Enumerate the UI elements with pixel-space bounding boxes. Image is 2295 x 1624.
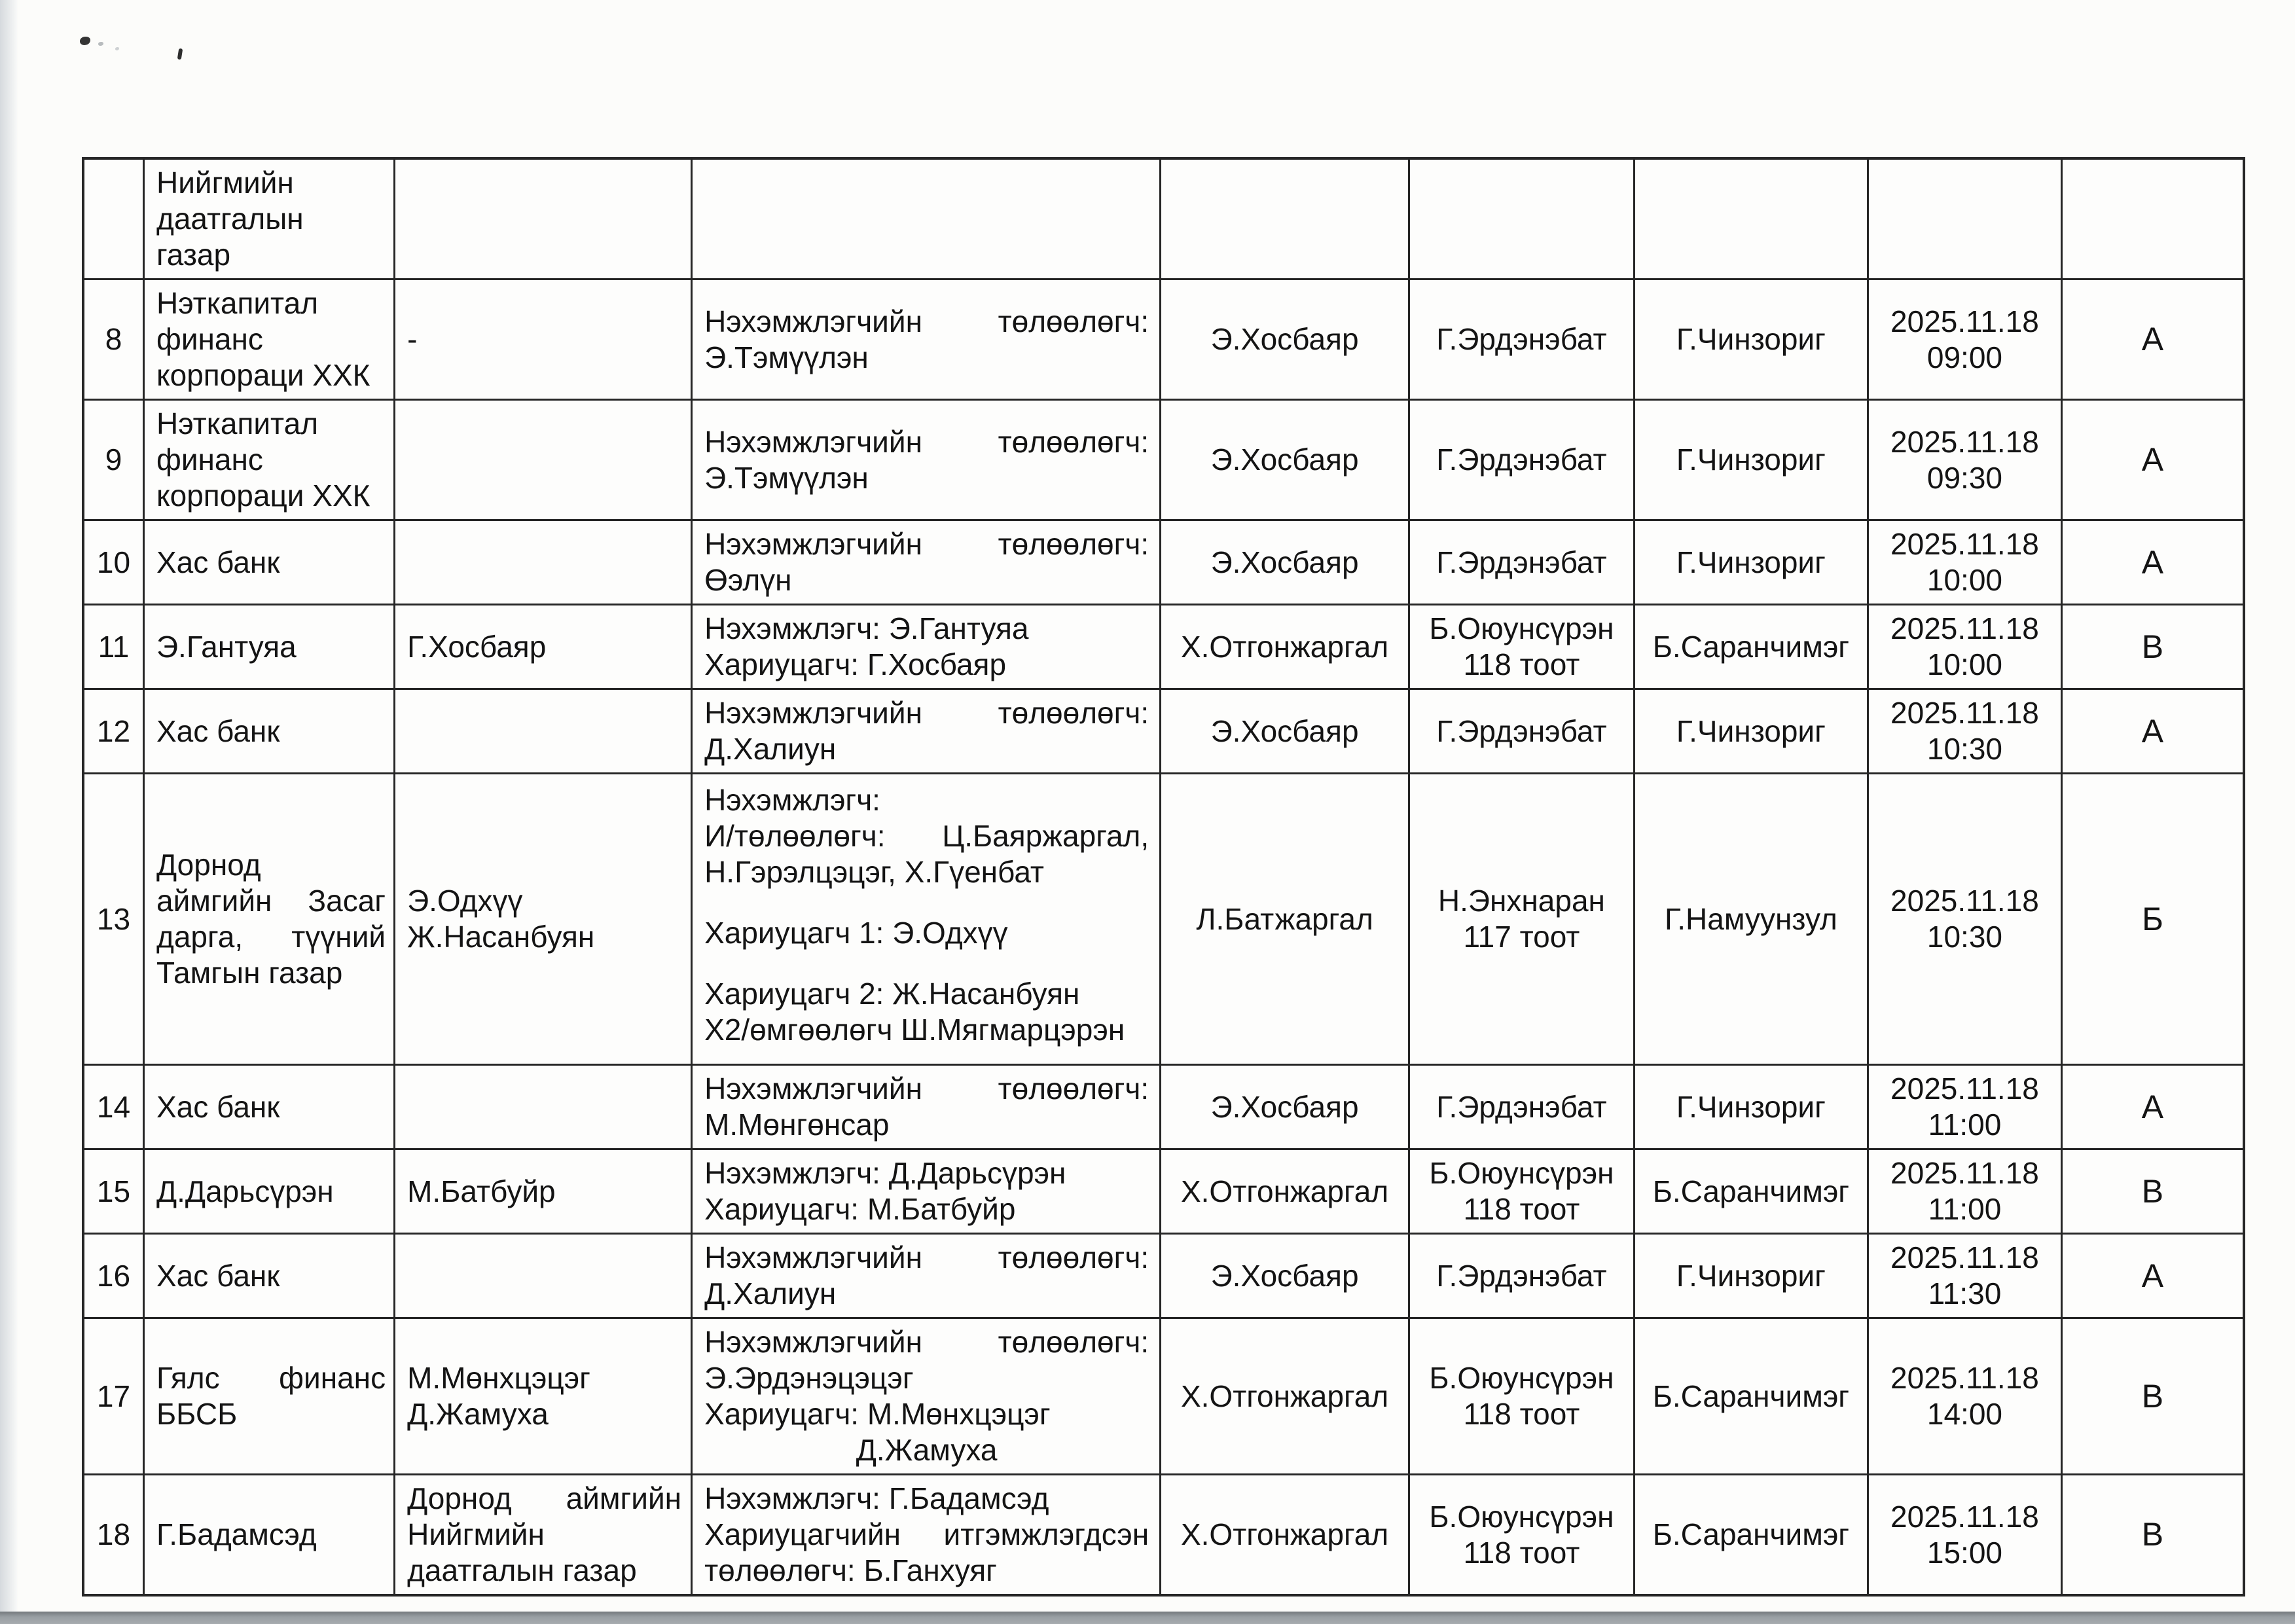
pen-mark: [177, 48, 183, 60]
cell-line: Э.Хосбаяр: [1210, 442, 1359, 477]
table-cell: [1869, 1475, 2063, 1594]
cell-line: түүний: [291, 920, 386, 954]
cell-line: Нэхэмжлэгчийн: [704, 696, 922, 730]
table-cell: [1869, 1066, 2063, 1150]
cell-line: 13: [96, 901, 131, 936]
table-cell: [1869, 605, 2063, 690]
table-cell: [1635, 605, 1869, 690]
table-cell: [1869, 1235, 2063, 1319]
cell-line: Г.Эрдэнэбат: [1436, 322, 1607, 356]
scanner-band: [0, 1612, 2295, 1624]
cell-line: Э.Тэмүүлэн: [704, 460, 869, 495]
cell-line: 2025.11.18: [1890, 611, 2039, 645]
table-cell: [395, 1150, 693, 1235]
table-cell: [1161, 774, 1410, 1066]
table-cell: [1410, 1319, 1635, 1475]
cell-line: Дорнод: [407, 1481, 512, 1515]
cell-line: 11:00: [1928, 1108, 2002, 1142]
cell-line: төлөөлөгч:: [998, 1240, 1149, 1274]
cell-line: Х.Отгонжаргал: [1180, 629, 1389, 664]
cell-line: -: [407, 322, 418, 356]
cell-line: Б: [2142, 900, 2163, 937]
table-cell: [145, 401, 395, 521]
cell-line: Г.Эрдэнэбат: [1436, 442, 1607, 477]
cell-line: Х.Отгонжаргал: [1180, 1379, 1389, 1413]
cell-line: В: [2141, 1172, 2164, 1210]
table-cell: [395, 1235, 693, 1319]
cell-line: Э.Хосбаяр: [1210, 545, 1359, 579]
table-cell: [2063, 1150, 2243, 1235]
table-cell: [1635, 1475, 1869, 1594]
cell-line: 2025.11.18: [1890, 1499, 2039, 1534]
cell-line: Дорнод: [156, 848, 261, 882]
cell-line: Г.Эрдэнэбат: [1436, 713, 1607, 748]
table-cell: [1410, 774, 1635, 1066]
table-cell: [1869, 1150, 2063, 1235]
table-cell: [2063, 1475, 2243, 1594]
cell-line: Б.Оюунсүрэн 118 тоот: [1429, 1499, 1614, 1570]
schedule-table: [82, 157, 2245, 1597]
cell-line: Н.Энхнаран 117 тоот: [1437, 884, 1605, 954]
cell-line: 8: [105, 322, 122, 356]
cell-line: 2025.11.18: [1890, 1361, 2039, 1395]
table-cell: [1635, 774, 1869, 1066]
cell-line: Г.Намуунзул: [1664, 901, 1837, 936]
table-cell: [693, 521, 1161, 605]
table-row: [84, 1150, 2243, 1235]
cell-line: [704, 304, 1149, 340]
cell-line: даатгалын газар: [407, 1553, 637, 1587]
cell-line: Б.Оюунсүрэн 118 тоот: [1429, 611, 1614, 681]
scan-shadow-left-edge: [0, 0, 18, 1624]
cell-line: И/төлөөлөгч:: [704, 819, 886, 853]
cell-line: Б.Саранчимэг: [1652, 1517, 1850, 1551]
table-cell: [2063, 160, 2243, 280]
cell-line: төлөөлөгч:: [998, 527, 1149, 561]
cell-line: 15: [96, 1174, 131, 1208]
table-cell: [145, 1475, 395, 1594]
table-row: [84, 401, 2243, 521]
cell-line: Э.Эрдэнэцэцэг: [704, 1361, 914, 1395]
cell-line: Д.Жамуха: [856, 1433, 998, 1467]
cell-line: Нийгмийн даатгалын газар: [156, 166, 304, 272]
cell-line: 09:30: [1926, 460, 2003, 495]
cell-line: Д.Халиун: [704, 732, 837, 766]
table-cell: [395, 401, 693, 521]
table-cell: [395, 280, 693, 401]
cell-line: Ж.Насанбуян: [407, 920, 595, 954]
cell-line: Нэхэмжлэгч: Э.Гантуяа: [704, 611, 1029, 645]
table-cell: [1869, 160, 2063, 280]
table-cell: [2063, 774, 2243, 1066]
table-cell: [1410, 1475, 1635, 1594]
cell-line: Нэхэмжлэгч:: [704, 783, 880, 817]
cell-line: [704, 1517, 1149, 1553]
table-cell: [395, 1319, 693, 1475]
cell-line: [704, 890, 1149, 915]
cell-line: Х.Отгонжаргал: [1180, 1174, 1389, 1208]
cell-line: Нэхэмжлэгчийн: [704, 527, 922, 561]
cell-line: Хас банк: [156, 713, 280, 748]
table-cell: [1410, 521, 1635, 605]
cell-line: Г.Эрдэнэбат: [1436, 1089, 1607, 1124]
table-cell: [395, 605, 693, 690]
cell-line: Хас банк: [156, 1089, 280, 1124]
table-cell: [1410, 605, 1635, 690]
table-row: [84, 690, 2243, 774]
table-cell: [693, 280, 1161, 401]
row-number-cell: [84, 160, 145, 280]
table-cell: [145, 690, 395, 774]
table-cell: [1161, 1319, 1410, 1475]
table-cell: [1161, 605, 1410, 690]
cell-line: 2025.11.18: [1890, 696, 2039, 730]
row-number-cell: [84, 1475, 145, 1594]
cell-line: Б.Саранчимэг: [1652, 1379, 1850, 1413]
cell-line: Засаг: [308, 884, 386, 918]
table-cell: [693, 774, 1161, 1066]
cell-line: Нэхэмжлэгчийн: [704, 424, 922, 459]
cell-line: [704, 818, 1149, 854]
cell-line: Б.Оюунсүрэн 118 тоот: [1429, 1361, 1614, 1431]
table-row: [84, 1066, 2243, 1150]
cell-line: төлөөлөгч:: [998, 424, 1149, 459]
cell-line: дарга,: [156, 920, 244, 954]
cell-line: М.Мөнгөнсар: [704, 1108, 890, 1142]
table-cell: [1869, 1319, 2063, 1475]
cell-line: Б.Оюунсүрэн 118 тоот: [1429, 1156, 1614, 1226]
cell-line: 10: [96, 545, 131, 579]
row-number-cell: [84, 280, 145, 401]
cell-line: Хас банк: [156, 1258, 280, 1293]
table-row: [84, 774, 2243, 1066]
table-row: [84, 1319, 2243, 1475]
cell-line: А: [2141, 1088, 2164, 1125]
cell-line: Э.Хосбаяр: [1210, 1089, 1359, 1124]
cell-line: Э.Хосбаяр: [1210, 713, 1359, 748]
row-number-cell: [84, 690, 145, 774]
cell-line: Г.Эрдэнэбат: [1436, 545, 1607, 579]
table-cell: [1161, 690, 1410, 774]
table-cell: [395, 1475, 693, 1594]
table-cell: [1635, 1066, 1869, 1150]
table-row: [84, 1235, 2243, 1319]
cell-line: Нэхэмжлэгчийн: [704, 1325, 922, 1359]
row-number-cell: [84, 1319, 145, 1475]
cell-line: В: [2141, 1516, 2164, 1553]
table-cell: [1869, 774, 2063, 1066]
table-cell: [1635, 521, 1869, 605]
table-cell: [693, 401, 1161, 521]
cell-line: [704, 1240, 1149, 1276]
table-cell: [1869, 280, 2063, 401]
table-cell: [145, 1150, 395, 1235]
row-number-cell: [84, 521, 145, 605]
cell-line: Нэхэмжлэгч: Д.Дарьсүрэн: [704, 1156, 1066, 1190]
cell-line: төлөөлөгч:: [998, 1072, 1149, 1106]
cell-line: Э.Хосбаяр: [1210, 1258, 1359, 1293]
table-cell: [395, 160, 693, 280]
cell-line: Нэхэмжлэгчийн: [704, 304, 922, 338]
cell-line: 2025.11.18: [1890, 304, 2039, 338]
ink-speck: [98, 42, 103, 46]
cell-line: Н.Гэрэлцэцэг, Х.Гүенбат: [704, 855, 1044, 889]
cell-line: А: [2141, 1257, 2164, 1294]
cell-line: Нэхэмжлэгчийн: [704, 1072, 922, 1106]
cell-line: Ц.Баяржаргал,: [942, 819, 1149, 853]
table-cell: [2063, 1066, 2243, 1150]
table-cell: [1161, 1066, 1410, 1150]
table-cell: [1869, 521, 2063, 605]
table-cell: [145, 1066, 395, 1150]
table-cell: [693, 1150, 1161, 1235]
table-cell: [1161, 160, 1410, 280]
cell-line: А: [2141, 441, 2164, 478]
cell-line: Г.Эрдэнэбат: [1436, 1258, 1607, 1293]
cell-line: 2025.11.18: [1890, 424, 2039, 459]
table-row: [84, 280, 2243, 401]
table-cell: [1635, 1235, 1869, 1319]
table-cell: [1635, 280, 1869, 401]
cell-line: 10:00: [1926, 563, 2003, 597]
cell-line: 2025.11.18: [1890, 1240, 2039, 1274]
cell-line: 18: [96, 1517, 131, 1551]
table-cell: [2063, 605, 2243, 690]
cell-line: Б.Саранчимэг: [1652, 1174, 1850, 1208]
cell-line: Гялс: [156, 1361, 220, 1395]
table-cell: [2063, 521, 2243, 605]
table-cell: [1410, 1066, 1635, 1150]
cell-line: 09:00: [1926, 340, 2003, 374]
cell-line: Г.Чинзориг: [1676, 442, 1826, 477]
cell-line: 2025.11.18: [1890, 884, 2039, 918]
cell-line: М.Мөнхцэцэг: [407, 1361, 590, 1395]
table-cell: [1161, 1235, 1410, 1319]
cell-line: Өэлүн: [704, 563, 792, 597]
cell-line: төлөөлөгч:: [998, 1325, 1149, 1359]
cell-line: В: [2141, 1377, 2164, 1415]
table-cell: [1410, 1150, 1635, 1235]
cell-line: Хас банк: [156, 545, 280, 579]
cell-line: [704, 1071, 1149, 1107]
table-row: [84, 160, 2243, 280]
table-cell: [2063, 401, 2243, 521]
cell-line: 11: [98, 629, 130, 664]
cell-line: [156, 1360, 386, 1396]
table-cell: [1161, 1150, 1410, 1235]
row-number-cell: [84, 401, 145, 521]
cell-line: [704, 695, 1149, 731]
table-cell: [145, 521, 395, 605]
table-row: [84, 605, 2243, 690]
cell-line: М.Батбуйр: [407, 1174, 556, 1208]
table-cell: [1161, 280, 1410, 401]
table-cell: [145, 774, 395, 1066]
cell-line: 14: [96, 1089, 131, 1124]
table-cell: [1410, 690, 1635, 774]
cell-line: Хариуцагч 1: Э.Одхүү: [704, 916, 1008, 950]
cell-line: 16: [96, 1258, 131, 1293]
cell-line: Д.Дарьсүрэн: [156, 1174, 334, 1208]
table-cell: [1410, 160, 1635, 280]
row-number-cell: [84, 1066, 145, 1150]
cell-line: [704, 526, 1149, 562]
cell-line: 14:00: [1926, 1397, 2003, 1431]
table-cell: [1635, 1319, 1869, 1475]
table-cell: [1410, 1235, 1635, 1319]
cell-line: Л.Батжаргал: [1196, 901, 1373, 936]
table-cell: [693, 1319, 1161, 1475]
cell-line: 10:00: [1926, 647, 2003, 681]
cell-line: Д.Жамуха: [407, 1397, 549, 1431]
table-cell: [2063, 1235, 2243, 1319]
table-cell: [1410, 280, 1635, 401]
row-number-cell: [84, 1150, 145, 1235]
table-cell: [2063, 690, 2243, 774]
table-cell: [1161, 401, 1410, 521]
cell-line: Г.Чинзориг: [1676, 322, 1826, 356]
cell-line: Э.Хосбаяр: [1210, 322, 1359, 356]
cell-line: Хариуцагчийн: [704, 1517, 901, 1551]
cell-line: итгэмжлэгдсэн: [943, 1517, 1149, 1551]
table-cell: [1869, 401, 2063, 521]
cell-line: төлөөлөгч: Б.Ганхуяг: [704, 1553, 997, 1587]
table-cell: [145, 1319, 395, 1475]
table-cell: [693, 1475, 1161, 1594]
row-number-cell: [84, 1235, 145, 1319]
table-cell: [145, 160, 395, 280]
cell-line: [704, 951, 1149, 976]
table-cell: [395, 1066, 693, 1150]
table-cell: [2063, 280, 2243, 401]
cell-line: 10:30: [1926, 732, 2003, 766]
cell-line: 2025.11.18: [1890, 1156, 2039, 1190]
cell-line: [156, 919, 386, 955]
cell-line: ББСБ: [156, 1397, 238, 1431]
cell-line: төлөөлөгч:: [998, 696, 1149, 730]
cell-line: 2025.11.18: [1890, 1072, 2039, 1106]
ink-speck: [115, 47, 119, 50]
ink-speck: [80, 37, 90, 45]
row-number-cell: [84, 605, 145, 690]
cell-line: Г.Хосбаяр: [407, 629, 547, 664]
cell-line: Г.Чинзориг: [1676, 1258, 1826, 1293]
table-cell: [1635, 401, 1869, 521]
cell-line: Хариуцагч 2: Ж.Насанбуян: [704, 977, 1080, 1011]
table-cell: [395, 521, 693, 605]
cell-line: Нэткапитал финанс корпораци ХХК: [156, 286, 370, 392]
cell-line: аймгийн: [566, 1481, 682, 1515]
cell-line: Х2/өмгөөлөгч Ш.Мягмарцэрэн: [704, 1013, 1125, 1047]
table-row: [84, 1475, 2243, 1594]
cell-line: Нэткапитал финанс корпораци ХХК: [156, 406, 370, 513]
cell-line: А: [2141, 543, 2164, 581]
cell-line: Э.Гантуяа: [156, 629, 297, 664]
cell-line: 9: [105, 442, 122, 477]
cell-line: 11:30: [1928, 1276, 2002, 1310]
cell-line: финанс: [279, 1361, 386, 1395]
cell-line: Тамгын газар: [156, 956, 343, 990]
table-cell: [2063, 1319, 2243, 1475]
cell-line: [704, 1324, 1149, 1360]
cell-line: В: [2141, 628, 2164, 665]
cell-line: Хариуцагч: Г.Хосбаяр: [704, 647, 1007, 681]
cell-line: Г.Чинзориг: [1676, 713, 1826, 748]
table-cell: [693, 1235, 1161, 1319]
table-cell: [693, 605, 1161, 690]
cell-line: Э.Одхүү: [407, 884, 523, 918]
cell-line: төлөөлөгч:: [998, 304, 1149, 338]
cell-line: 11:00: [1928, 1192, 2002, 1226]
cell-line: Д.Халиун: [704, 1276, 837, 1310]
table-cell: [395, 690, 693, 774]
cell-line: Г.Бадамсэд: [156, 1517, 317, 1551]
cell-line: аймгийн: [156, 884, 272, 918]
table-row: [84, 521, 2243, 605]
row-number-cell: [84, 774, 145, 1066]
cell-line: Б.Саранчимэг: [1652, 629, 1850, 664]
table-cell: [395, 774, 693, 1066]
table-cell: [1635, 160, 1869, 280]
table-cell: [1161, 521, 1410, 605]
cell-line: Хариуцагч: М.Батбуйр: [704, 1192, 1016, 1226]
cell-line: 17: [96, 1379, 131, 1413]
table-cell: [1161, 1475, 1410, 1594]
table-cell: [145, 605, 395, 690]
cell-line: Г.Чинзориг: [1676, 1089, 1826, 1124]
cell-line: 12: [96, 713, 131, 748]
cell-line: 15:00: [1926, 1535, 2003, 1570]
cell-line: А: [2141, 712, 2164, 749]
table-cell: [1635, 1150, 1869, 1235]
table-cell: [1635, 690, 1869, 774]
table-cell: [693, 690, 1161, 774]
table-cell: [1869, 690, 2063, 774]
cell-line: [407, 1481, 681, 1517]
table-cell: [693, 1066, 1161, 1150]
table-cell: [145, 280, 395, 401]
cell-line: [156, 883, 386, 919]
cell-line: Нэхэмжлэгч: Г.Бадамсэд: [704, 1481, 1049, 1515]
cell-line: Х.Отгонжаргал: [1180, 1517, 1389, 1551]
cell-line: А: [2141, 321, 2164, 357]
cell-line: Нэхэмжлэгчийн: [704, 1240, 922, 1274]
cell-line: Э.Тэмүүлэн: [704, 340, 869, 374]
cell-line: Г.Чинзориг: [1676, 545, 1826, 579]
cell-line: [704, 424, 1149, 460]
table-cell: [145, 1235, 395, 1319]
cell-line: 10:30: [1926, 920, 2003, 954]
cell-line: Хариуцагч: М.Мөнхцэцэг: [704, 1397, 1051, 1431]
table-cell: [1410, 401, 1635, 521]
cell-line: 2025.11.18: [1890, 527, 2039, 561]
cell-line: Нийгмийн: [407, 1517, 545, 1551]
table-cell: [693, 160, 1161, 280]
